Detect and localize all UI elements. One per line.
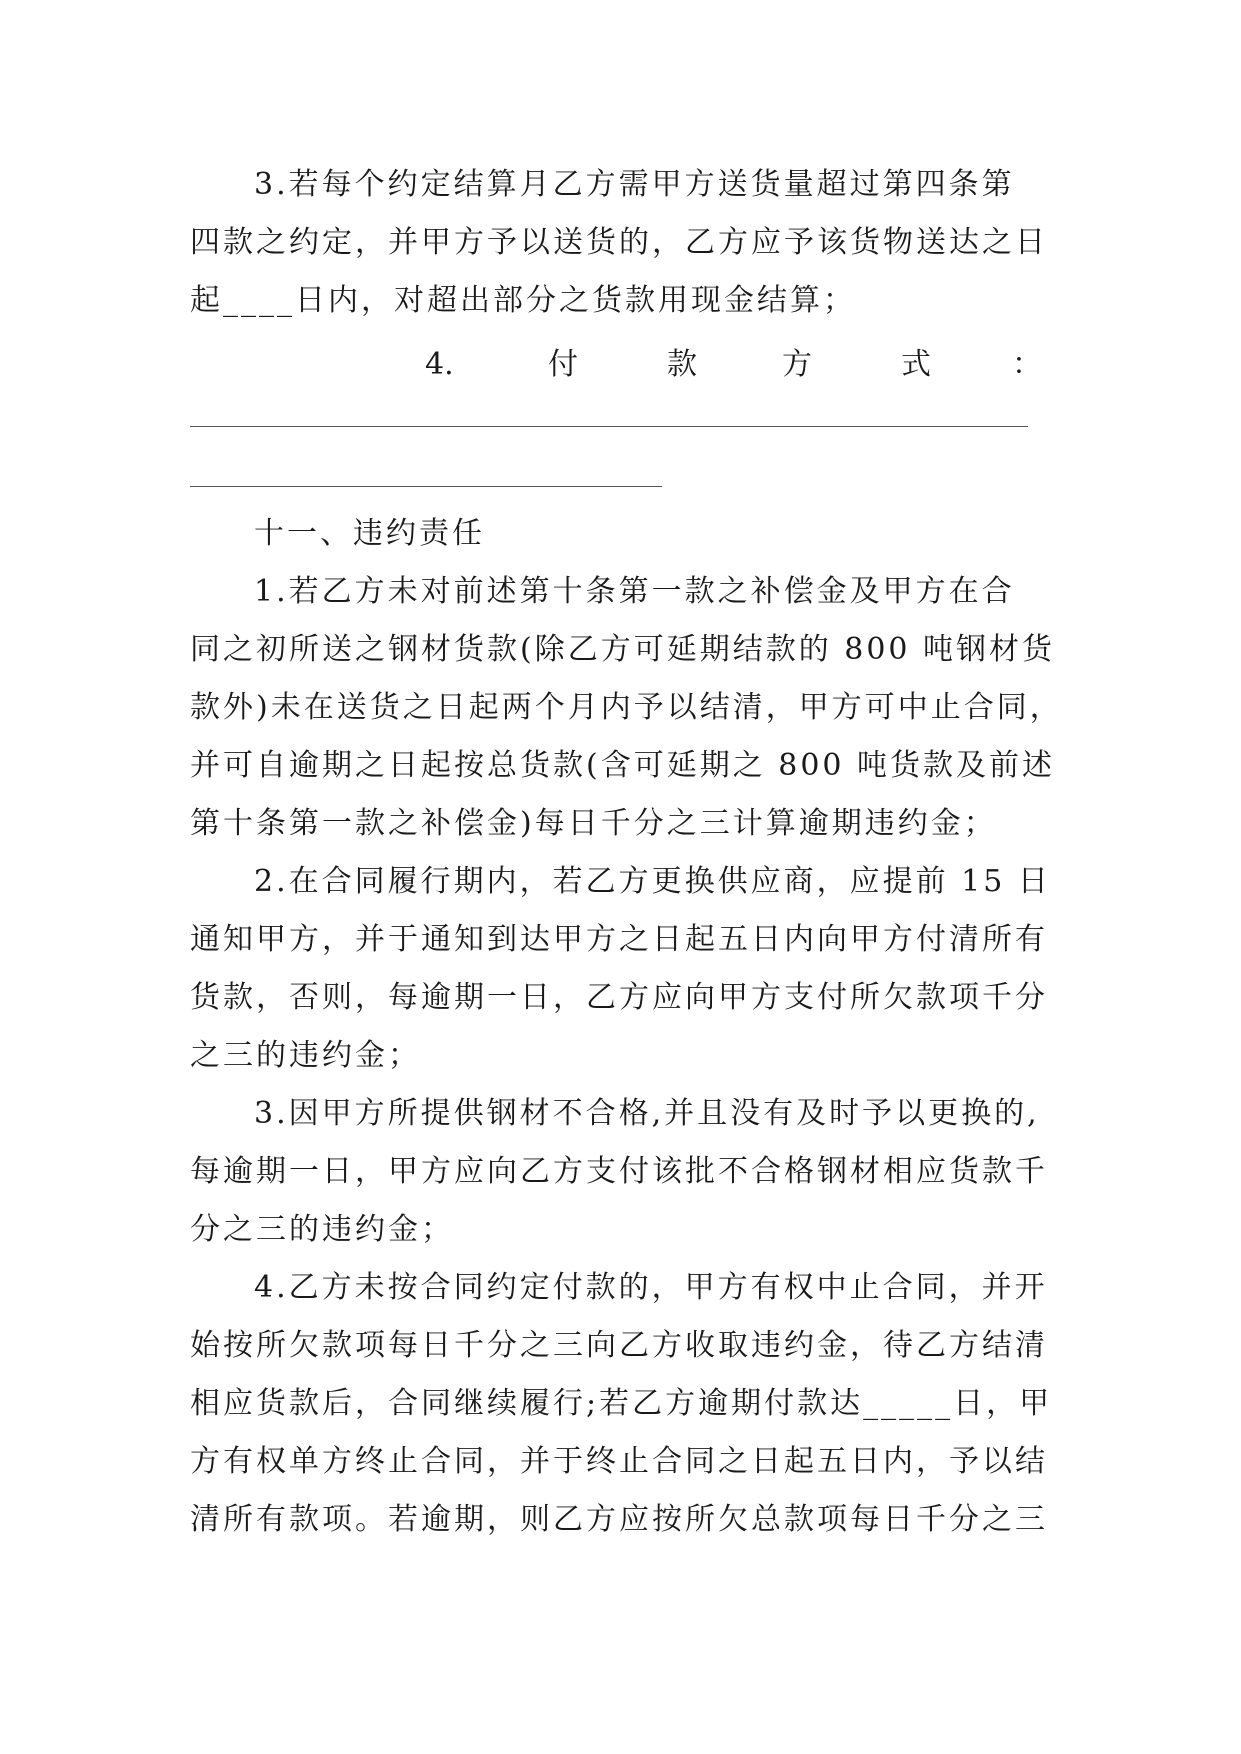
payment-method-char-4: 式 <box>901 347 931 382</box>
item-11-4-line-1: 4.乙方未按合同约定付款的，甲方有权中止合同，并开 <box>254 1270 1048 1305</box>
payment-method-char-2: 款 <box>667 347 697 382</box>
item-11-2-line-2: 通知甲方，并于通知到达甲方之日起五日内向甲方付清所有 <box>190 922 1048 957</box>
item-11-3-line-2: 每逾期一日，甲方应向乙方支付该批不合格钢材相应货款千 <box>190 1154 1048 1189</box>
item-11-4-line-2: 始按所欠款项每日千分之三向乙方收取违约金，待乙方结清 <box>190 1328 1048 1363</box>
payment-method-number: 4. <box>425 347 454 382</box>
payment-method-char-1: 付 <box>548 347 578 382</box>
item-11-4-line-5: 清所有款项。若逾期，则乙方应按所欠总款项每日千分之三 <box>190 1502 1048 1537</box>
item-11-3-line-1: 3.因甲方所提供钢材不合格,并且没有及时予以更换的, <box>254 1096 1040 1131</box>
item-10-3-line-3: 起____日内，对超出部分之货款用现金结算； <box>190 283 856 318</box>
item-11-1-line-5: 第十条第一款之补偿金)每日千分之三计算逾期违约金； <box>190 806 997 841</box>
item-11-1-line-1: 1.若乙方未对前述第十条第一款之补偿金及甲方在合 <box>254 574 1015 609</box>
item-10-3-line-1: 3.若每个约定结算月乙方需甲方送货量超过第四条第 <box>254 167 1015 202</box>
item-11-4-line-4: 方有权单方终止合同，并于终止合同之日起五日内，予以结 <box>190 1444 1048 1479</box>
section-11-title: 十一、违约责任 <box>254 516 485 551</box>
item-11-1-line-3: 款外)未在送货之日起两个月内予以结清，甲方可中止合同， <box>190 690 1063 725</box>
payment-method-blank-line-2 <box>190 486 662 487</box>
payment-method-colon: ： <box>1012 347 1042 382</box>
item-11-1-line-4: 并可自逾期之日起按总货款(含可延期之 800 吨货款及前述 <box>190 748 1056 783</box>
item-11-2-line-4: 之三的违约金； <box>190 1038 421 1073</box>
item-11-1-line-2: 同之初所送之钢材货款(除乙方可延期结款的 800 吨钢材货 <box>190 632 1056 667</box>
item-11-2-line-1: 2.在合同履行期内，若乙方更换供应商，应提前 15 日 <box>254 864 1051 899</box>
item-11-3-line-3: 分之三的违约金； <box>190 1212 454 1247</box>
item-10-3-line-2: 四款之约定，并甲方予以送货的，乙方应予该货物送达之日 <box>190 225 1048 260</box>
payment-method-char-3: 方 <box>782 347 812 382</box>
payment-method-blank-line-1 <box>190 426 1028 427</box>
item-11-4-line-3: 相应货款后，合同继续履行;若乙方逾期付款达_____日，甲 <box>190 1386 1053 1421</box>
item-11-2-line-3: 货款，否则，每逾期一日，乙方应向甲方支付所欠款项千分 <box>190 980 1048 1015</box>
